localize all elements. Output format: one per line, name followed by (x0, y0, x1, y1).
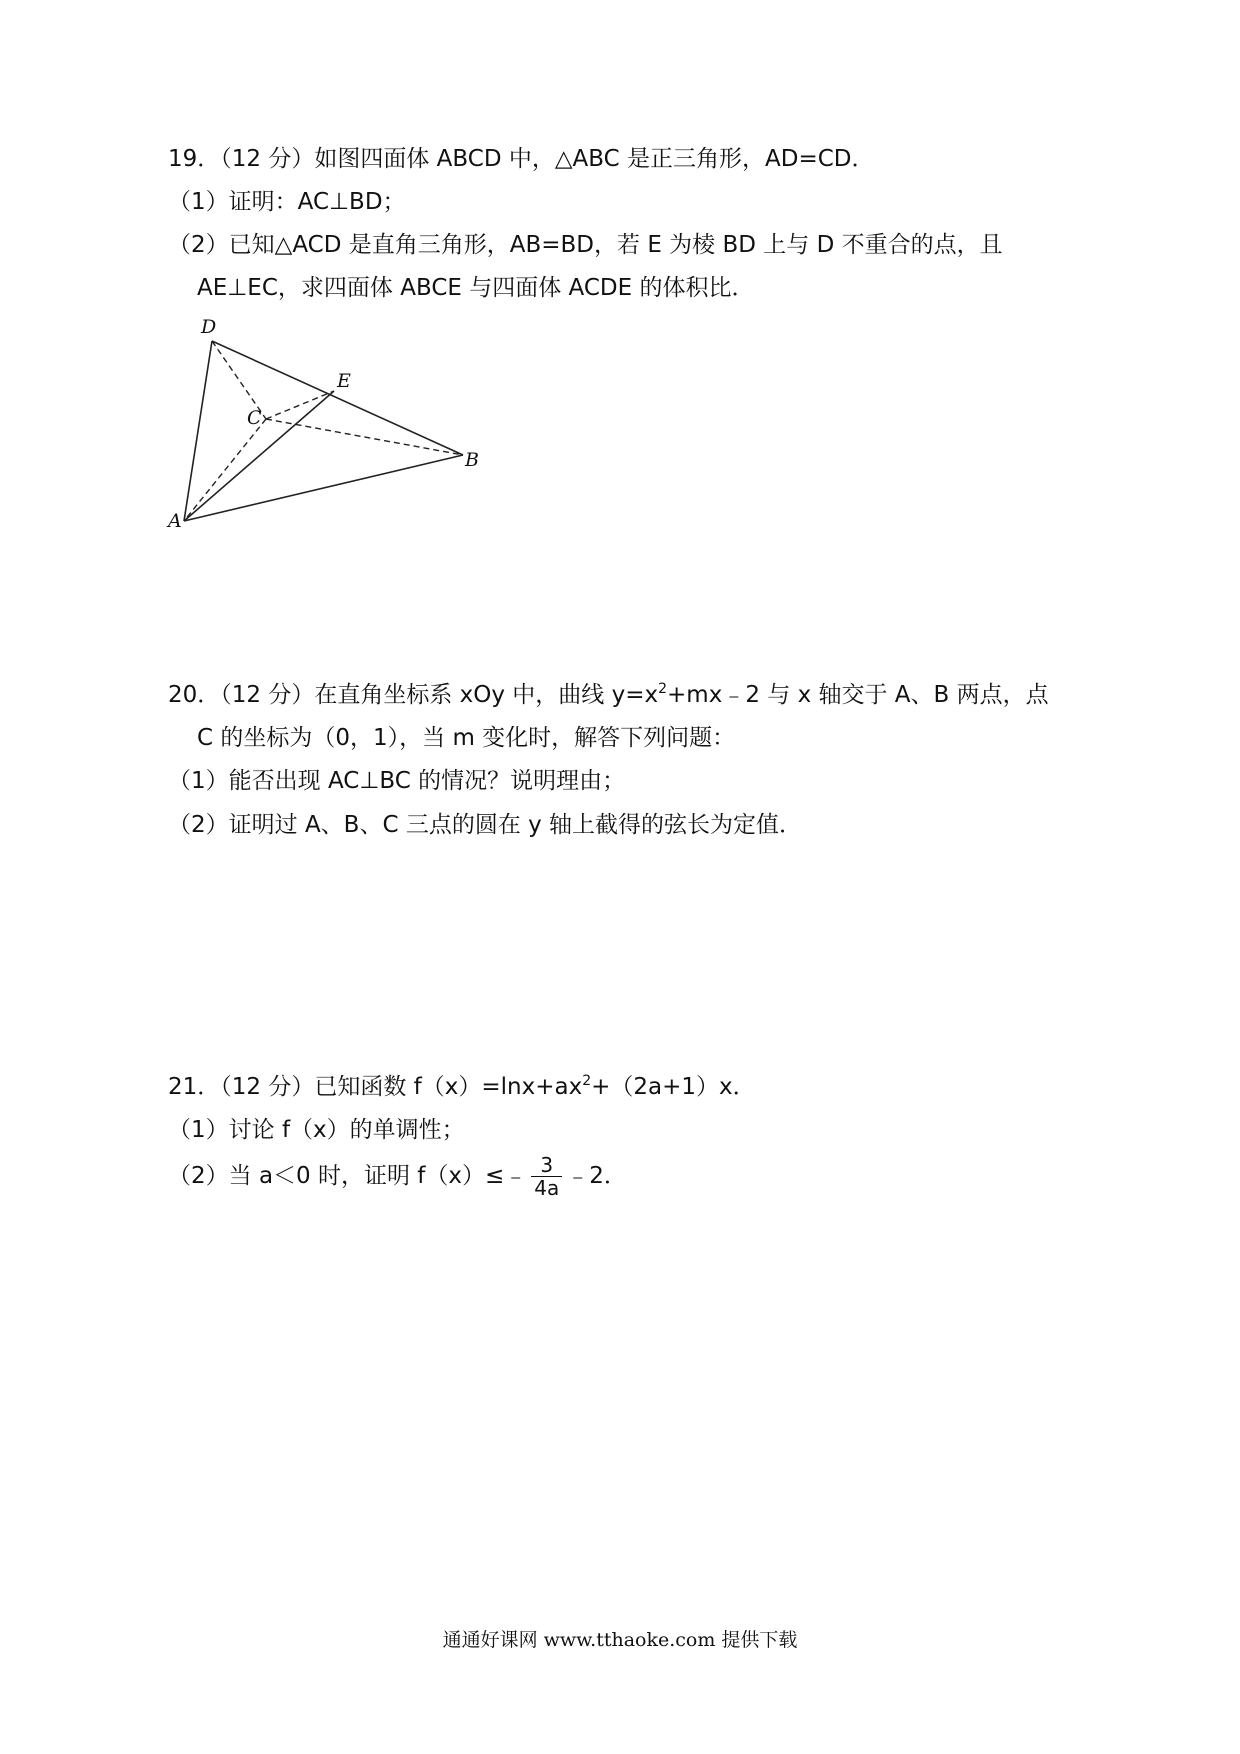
q20-stem-line1 (168, 680, 1049, 710)
q20-stem-line2: C 的坐标为（0，1），当 m 变化时，解答下列问题： (197, 725, 736, 751)
edge-CB (266, 419, 463, 455)
page-footer: 通通好课网 www.tthaoke.com 提供下载 (442, 1629, 798, 1651)
q19-stem: 19．（12 分）如图四面体 ABCD 中，△ABC 是正三角形，AD=CD． (168, 146, 875, 172)
label-D: D (201, 316, 217, 338)
q21-stem-b: +（2a+1）x． (591, 1074, 756, 1100)
q21-part2-a: （2）当 a＜0 时，证明 f（x）≤﹣ (168, 1163, 528, 1189)
q21-part2 (168, 1154, 627, 1199)
q21-exponent: 2 (582, 1073, 592, 1089)
edge-AB (184, 455, 463, 521)
q20-part2: （2）证明过 A、B、C 三点的圆在 y 轴上截得的弦长为定值． (168, 812, 803, 838)
fraction-denominator: 4a (534, 1176, 560, 1200)
fraction-3-over-4a (531, 1154, 562, 1199)
q19-part2-line1: （2）已知△ACD 是直角三角形，AB=BD，若 E 为棱 BD 上与 D 不重合的点，且 (168, 232, 1003, 258)
edge-DB (212, 341, 463, 455)
edge-CE (266, 391, 334, 419)
label-B: B (465, 449, 479, 471)
label-A: A (168, 510, 182, 532)
q19-part1: （1）证明：AC⊥BD； (168, 189, 406, 215)
q20-stem-a2: +mx﹣2 与 x 轴交于 A、B 两点，点 (667, 682, 1049, 708)
q20-exponent: 2 (658, 681, 668, 697)
q19-part2-line2: AE⊥EC，求四面体 ABCE 与四面体 ACDE 的体积比． (197, 275, 755, 301)
edge-DA (184, 341, 212, 521)
label-E: E (337, 370, 351, 392)
label-C: C (247, 407, 262, 429)
q21-part1: （1）讨论 f（x）的单调性； (168, 1117, 465, 1143)
tetrahedron-figure (168, 316, 490, 544)
q21-part2-b: ﹣2． (566, 1163, 627, 1189)
tetrahedron-diagram (168, 316, 490, 540)
q20-stem-a1: 20．（12 分）在直角坐标系 xOy 中，曲线 y=x (168, 682, 659, 708)
q21-stem (168, 1072, 756, 1102)
edge-CA (184, 419, 266, 521)
q21-stem-a: 21．（12 分）已知函数 f（x）=lnx+ax (168, 1074, 583, 1100)
q20-part1: （1）能否出现 AC⊥BC 的情况？说明理由； (168, 768, 626, 794)
fraction-numerator: 3 (531, 1154, 562, 1177)
